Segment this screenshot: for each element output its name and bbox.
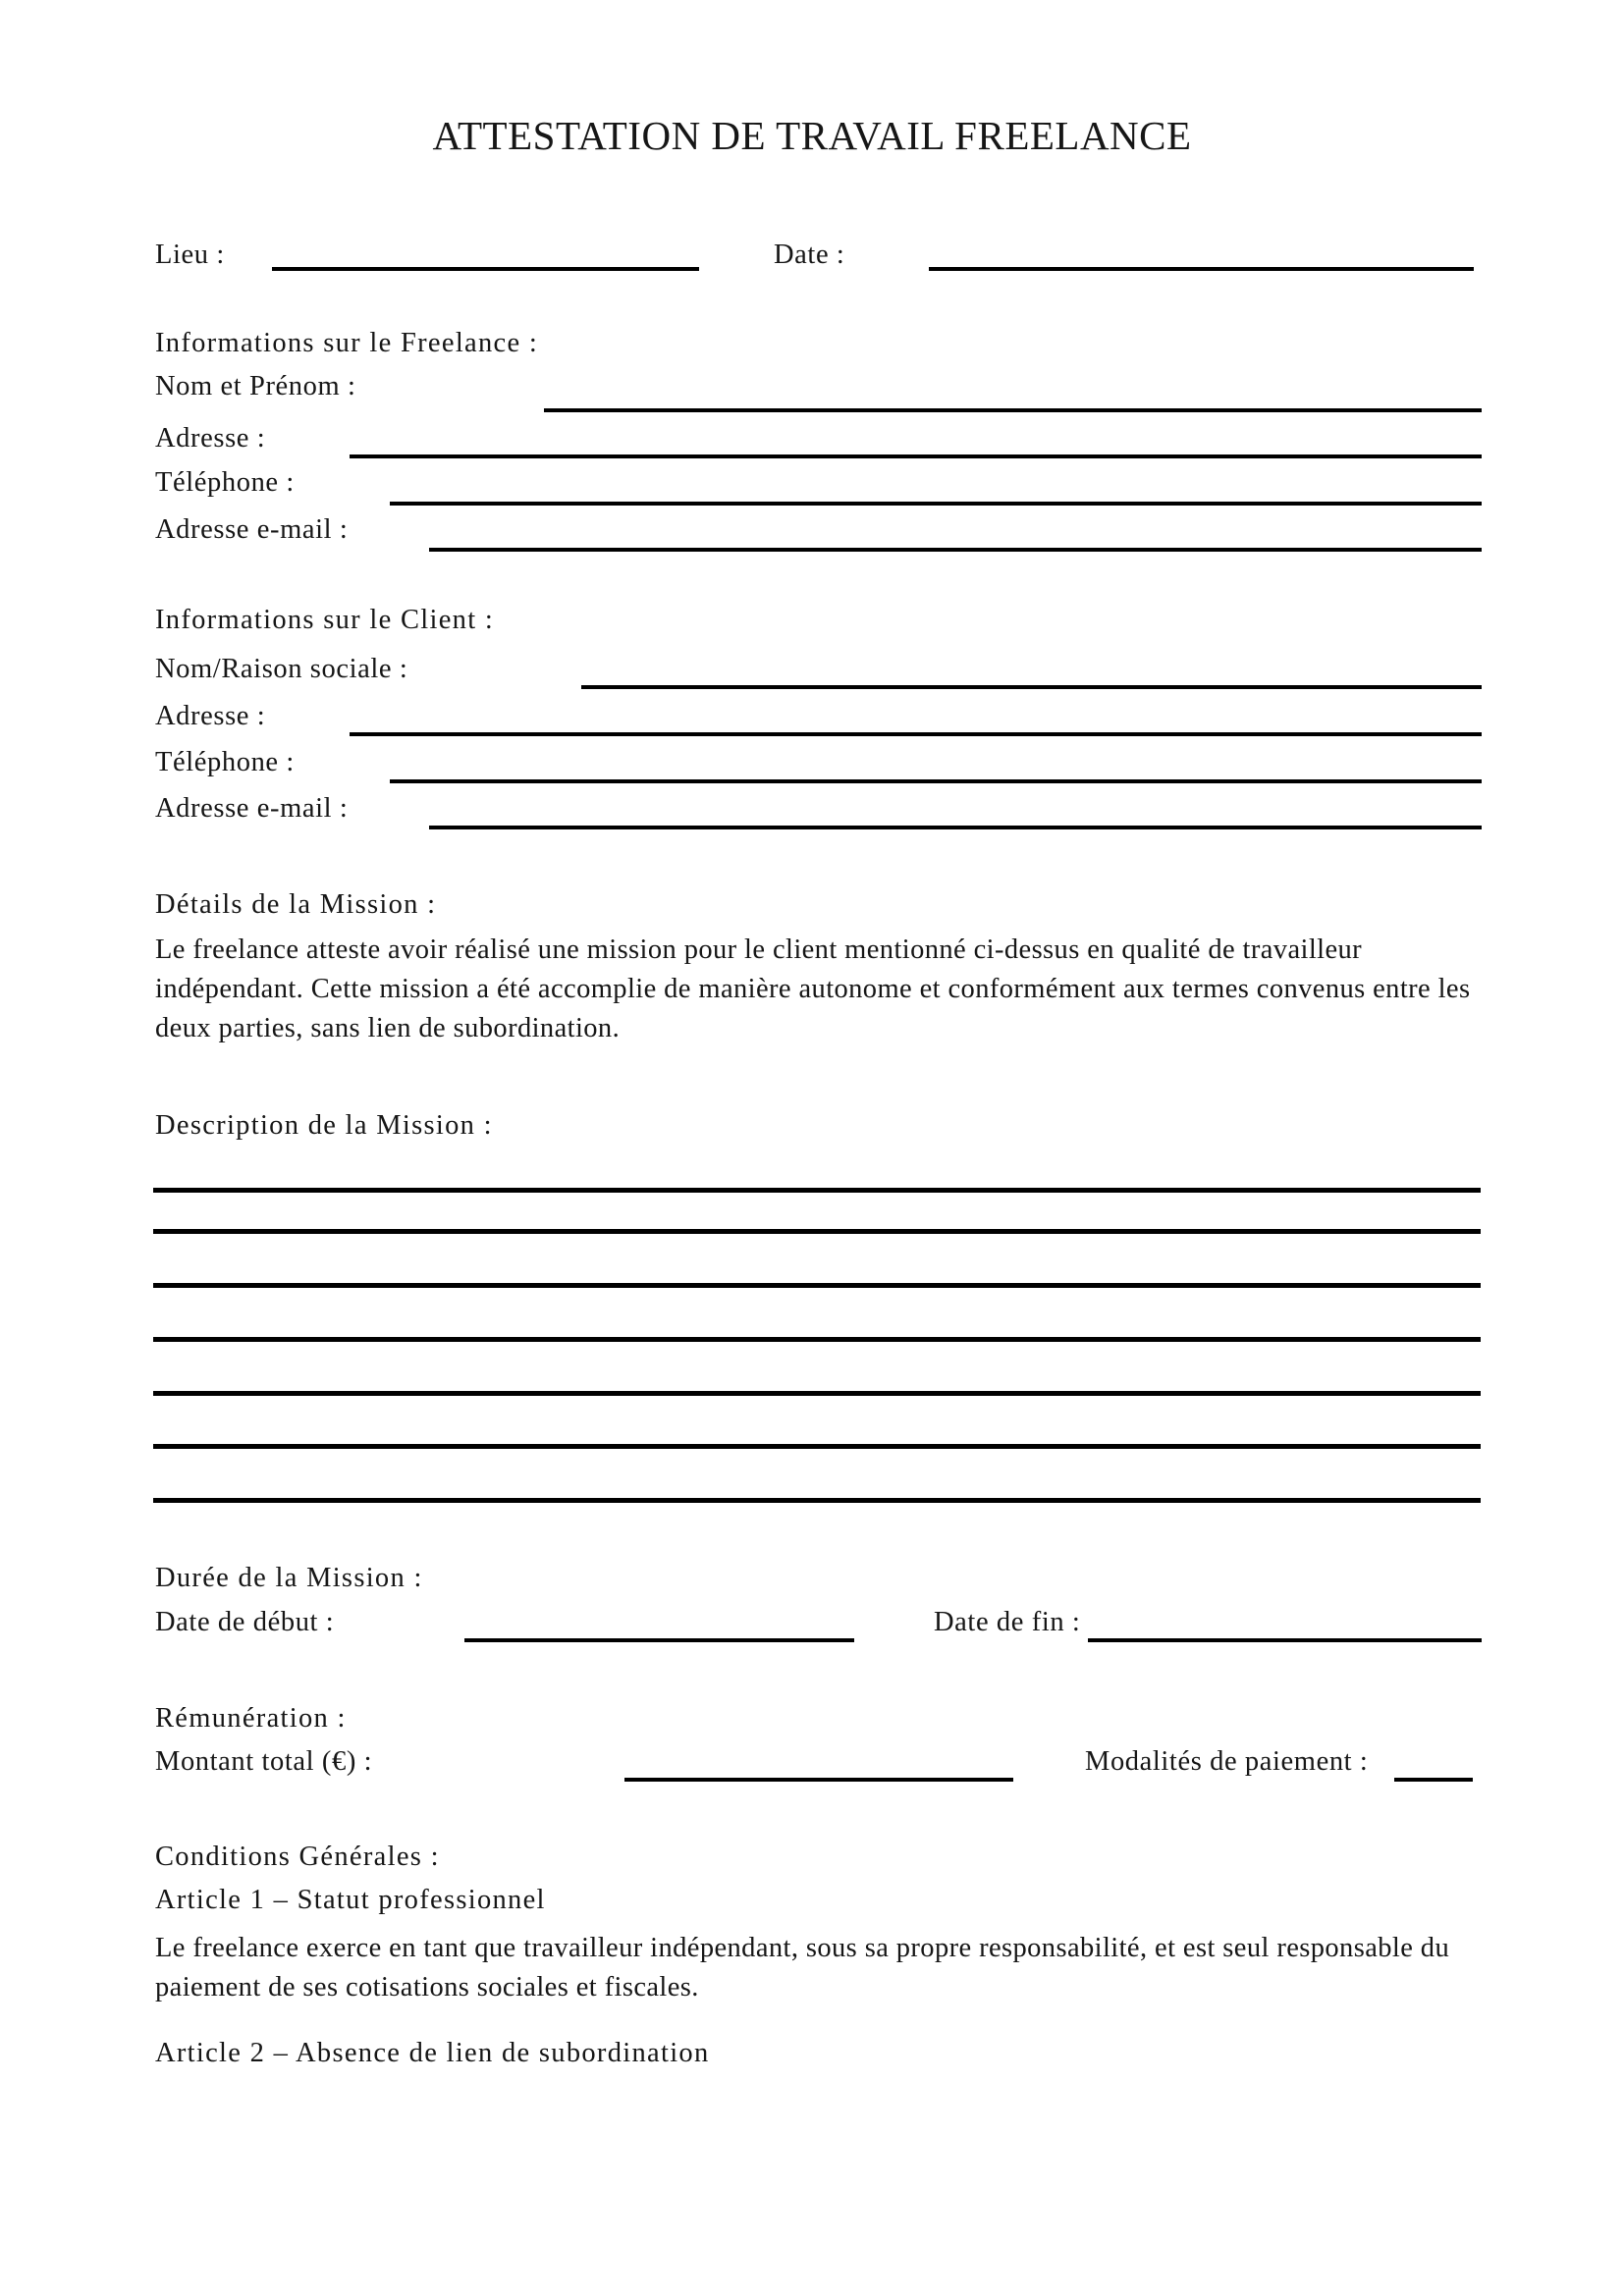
client-adresse-input-line[interactable] bbox=[350, 732, 1482, 736]
freelance-telephone-label: Téléphone : bbox=[155, 467, 295, 498]
client-email-input-line[interactable] bbox=[429, 826, 1482, 829]
freelance-nom-label: Nom et Prénom : bbox=[155, 371, 356, 401]
description-write-line[interactable] bbox=[153, 1391, 1481, 1396]
freelance-adresse-input-line[interactable] bbox=[350, 454, 1482, 458]
montant-total-input-line[interactable] bbox=[624, 1778, 1013, 1782]
client-telephone-input-line[interactable] bbox=[390, 779, 1482, 783]
lieu-label: Lieu : bbox=[155, 240, 225, 270]
date-input-line[interactable] bbox=[929, 267, 1474, 271]
document-title: ATTESTATION DE TRAVAIL FREELANCE bbox=[432, 113, 1192, 158]
article1-heading: Article 1 – Statut professionnel bbox=[155, 1885, 546, 1915]
client-section-heading: Informations sur le Client : bbox=[155, 605, 495, 635]
freelance-adresse-label: Adresse : bbox=[155, 423, 266, 454]
date-fin-input-line[interactable] bbox=[1088, 1638, 1482, 1642]
description-write-line[interactable] bbox=[153, 1498, 1481, 1503]
description-write-line[interactable] bbox=[153, 1283, 1481, 1288]
description-section-heading: Description de la Mission : bbox=[155, 1110, 493, 1141]
article2-heading: Article 2 – Absence de lien de subordination bbox=[155, 2038, 710, 2068]
date-fin-label: Date de fin : bbox=[934, 1607, 1081, 1637]
date-debut-input-line[interactable] bbox=[464, 1638, 854, 1642]
details-section-heading: Détails de la Mission : bbox=[155, 889, 437, 920]
description-write-line[interactable] bbox=[153, 1444, 1481, 1449]
montant-total-label: Montant total (€) : bbox=[155, 1746, 373, 1777]
conditions-section-heading: Conditions Générales : bbox=[155, 1842, 440, 1872]
remuneration-section-heading: Rémunération : bbox=[155, 1703, 347, 1734]
client-nom-label: Nom/Raison sociale : bbox=[155, 654, 408, 684]
freelance-nom-input-line[interactable] bbox=[544, 408, 1482, 412]
client-adresse-label: Adresse : bbox=[155, 701, 266, 731]
client-email-label: Adresse e-mail : bbox=[155, 793, 349, 824]
lieu-input-line[interactable] bbox=[272, 267, 699, 271]
modalites-paiement-label: Modalités de paiement : bbox=[1085, 1746, 1369, 1777]
duree-section-heading: Durée de la Mission : bbox=[155, 1563, 423, 1593]
description-write-line[interactable] bbox=[153, 1229, 1481, 1234]
description-write-line[interactable] bbox=[153, 1188, 1481, 1193]
freelance-email-input-line[interactable] bbox=[429, 548, 1482, 552]
details-paragraph: Le freelance atteste avoir réalisé une mission pour le client mentionné ci-dessus en qualité de travailleur indépendant. Cette mission a été accomplie de manière autonome et conformément aux termes convenus entre les deux parties, sans lien de subordination. bbox=[155, 934, 1471, 1043]
freelance-email-label: Adresse e-mail : bbox=[155, 514, 349, 545]
freelance-section-heading: Informations sur le Freelance : bbox=[155, 328, 539, 358]
client-nom-input-line[interactable] bbox=[581, 685, 1482, 689]
modalites-paiement-input-line[interactable] bbox=[1394, 1778, 1473, 1782]
article1-paragraph: Le freelance exerce en tant que travailleur indépendant, sous sa propre responsabilité, et est seul responsable du paiement de ses cotisations sociales et fiscales. bbox=[155, 1933, 1450, 2002]
freelance-telephone-input-line[interactable] bbox=[390, 502, 1482, 506]
client-telephone-label: Téléphone : bbox=[155, 747, 295, 777]
date-label: Date : bbox=[774, 240, 845, 270]
description-write-line[interactable] bbox=[153, 1337, 1481, 1342]
date-debut-label: Date de début : bbox=[155, 1607, 335, 1637]
